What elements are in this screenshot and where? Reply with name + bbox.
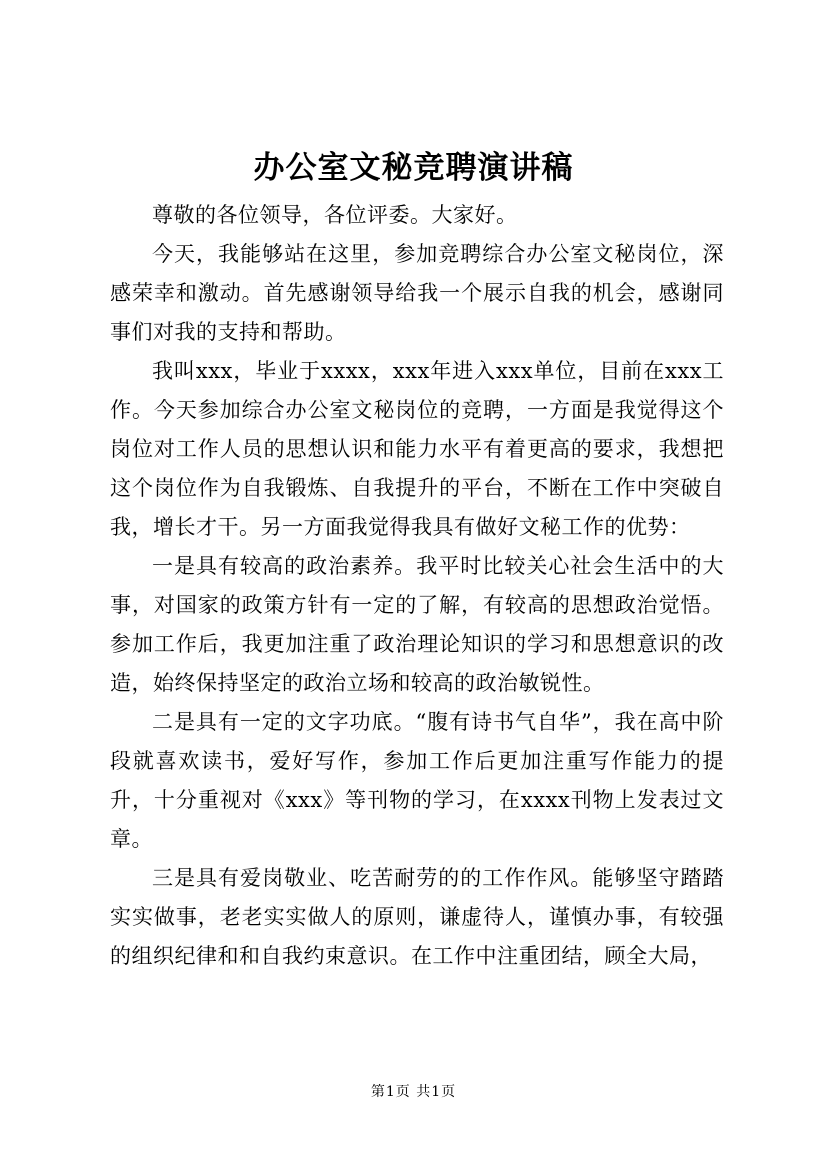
paragraph-point-one: 一是具有较高的政治素养。我平时比较关心社会生活中的大事，对国家的政策方针有一定的了解，有较高的思想政治觉悟。参加工作后，我更加注重了政治理论知识的学习和思想意识的改造，始终保持坚定的政治立场和较高的政治敏锐性。: [110, 554, 724, 695]
page-number-footer: 第1页 共1页: [370, 1084, 457, 1100]
document-title: 办公室文秘竞聘演讲稿: [253, 150, 574, 186]
paragraph-point-three: 三是具有爱岗敬业、吃苦耐劳的的工作作风。能够坚守踏踏实实做事，老老实实做人的原则，谦虚待人，谨慎办事，有较强的组织纪律和和自我约束意识。在工作中注重团结，顾全大局，: [110, 866, 724, 968]
paragraph-intro: 今天，我能够站在这里，参加竞聘综合办公室文秘岗位，深感荣幸和激动。首先感谢领导给我一个展示自我的机会，感谢同事们对我的支持和帮助。: [110, 242, 724, 344]
paragraph-self-introduction: 我叫xxx，毕业于xxxx，xxx年进入xxx单位，目前在xxx工作。今天参加综合办公室文秘岗位的竞聘，一方面是我觉得这个岗位对工作人员的思想认识和能力水平有着更高的要求，我想把这个岗位作为自我锻炼、自我提升的平台，不断在工作中突破自我，增长才干。另一方面我觉得我具有做好文秘工作的优势：: [110, 359, 724, 539]
document-body: [110, 196, 724, 976]
paragraph-point-two: 二是具有一定的文字功底。“腹有诗书气自华”，我在高中阶段就喜欢读书，爱好写作，参加工作后更加注重写作能力的提升，十分重视对《xxx》等刊物的学习，在xxxx刊物上发表过文章。: [110, 710, 724, 851]
paragraph-greeting: 尊敬的各位领导，各位评委。大家好。: [152, 203, 518, 227]
